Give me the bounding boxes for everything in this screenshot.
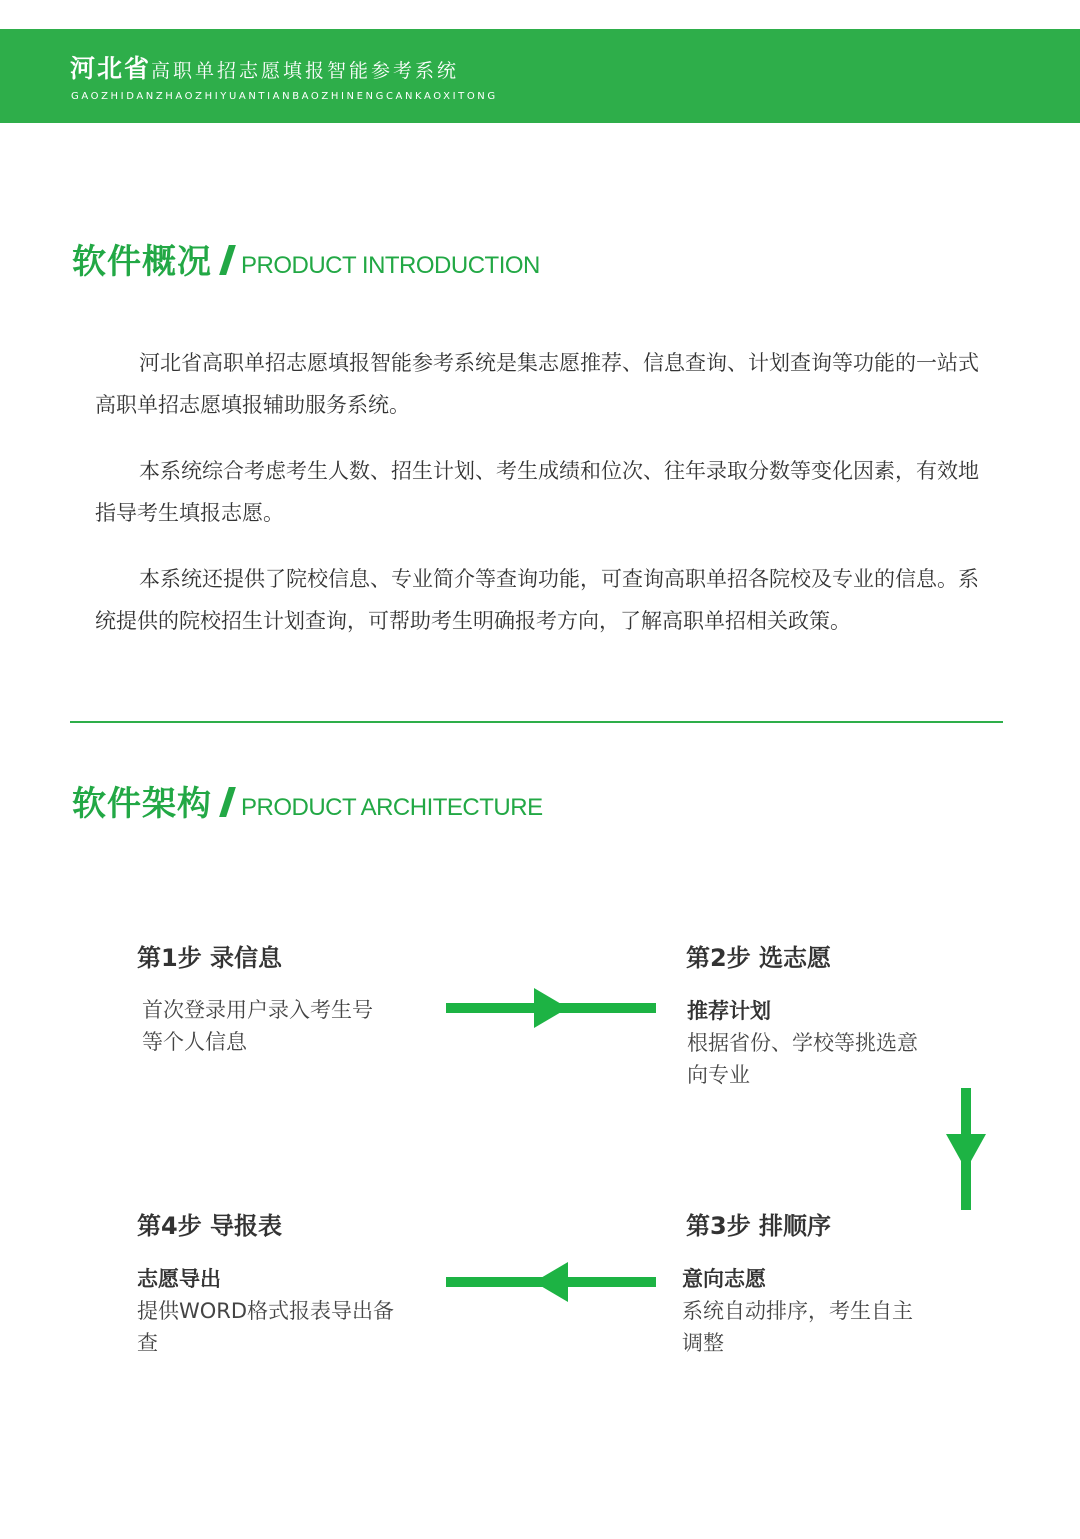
step-3-subtitle: 意向志愿 [682, 1267, 766, 1291]
step-2-subtitle: 推荐计划 [687, 999, 771, 1023]
system-title-pinyin: GAOZHIDANZHAOZHIYUANTIANBAOZHINENGCANKAOXITONG [71, 91, 498, 102]
intro-paragraph-1: 河北省高职单招志愿填报智能参考系统是集志愿推荐、信息查询、计划查询等功能的一站式高职单招志愿填报辅助服务系统。 [95, 351, 979, 417]
intro-paragraph-2: 本系统综合考虑考生人数、招生计划、考生成绩和位次、往年录取分数等变化因素，有效地指导考生填报志愿。 [95, 459, 979, 525]
step-2-title: 第2步 选志愿 [686, 944, 832, 972]
header-banner [0, 29, 1080, 123]
step-4-subtitle: 志愿导出 [137, 1267, 221, 1291]
intro-paragraph-3: 本系统还提供了院校信息、专业简介等查询功能，可查询高职单招各院校及专业的信息。系统提供的院校招生计划查询，可帮助考生明确报考方向，了解高职单招相关政策。 [95, 567, 979, 633]
system-title [70, 49, 459, 85]
architecture-heading [72, 776, 543, 825]
architecture-heading-en: PRODUCT ARCHITECTURE [241, 794, 543, 821]
intro-heading [72, 234, 540, 283]
step-2-desc: 根据省份、学校等挑选意向专业 [687, 1031, 918, 1087]
step-4-title: 第4步 导报表 [137, 1212, 283, 1240]
arrow-left-icon [446, 1259, 656, 1305]
intro-heading-en: PRODUCT INTRODUCTION [241, 252, 540, 279]
section-divider [70, 721, 1003, 723]
step-4-desc: 提供WORD格式报表导出备查 [137, 1299, 395, 1355]
intro-heading-cn: 软件概况 [72, 242, 212, 282]
step-1-desc: 首次登录用户录入考生号等个人信息 [142, 998, 373, 1054]
step-3-desc: 系统自动排序，考生自主调整 [682, 1299, 913, 1355]
arrow-right-icon [446, 985, 656, 1031]
heading-slash [219, 245, 236, 275]
system-title-province: 河北省 [70, 54, 152, 83]
system-title-name: 高职单招志愿填报智能参考系统 [151, 60, 460, 82]
architecture-heading-cn: 软件架构 [72, 784, 212, 824]
arrow-down-icon [944, 1088, 988, 1212]
step-1-title: 第1步 录信息 [137, 944, 283, 972]
step-3-title: 第3步 排顺序 [686, 1212, 832, 1240]
heading-slash [219, 787, 236, 817]
